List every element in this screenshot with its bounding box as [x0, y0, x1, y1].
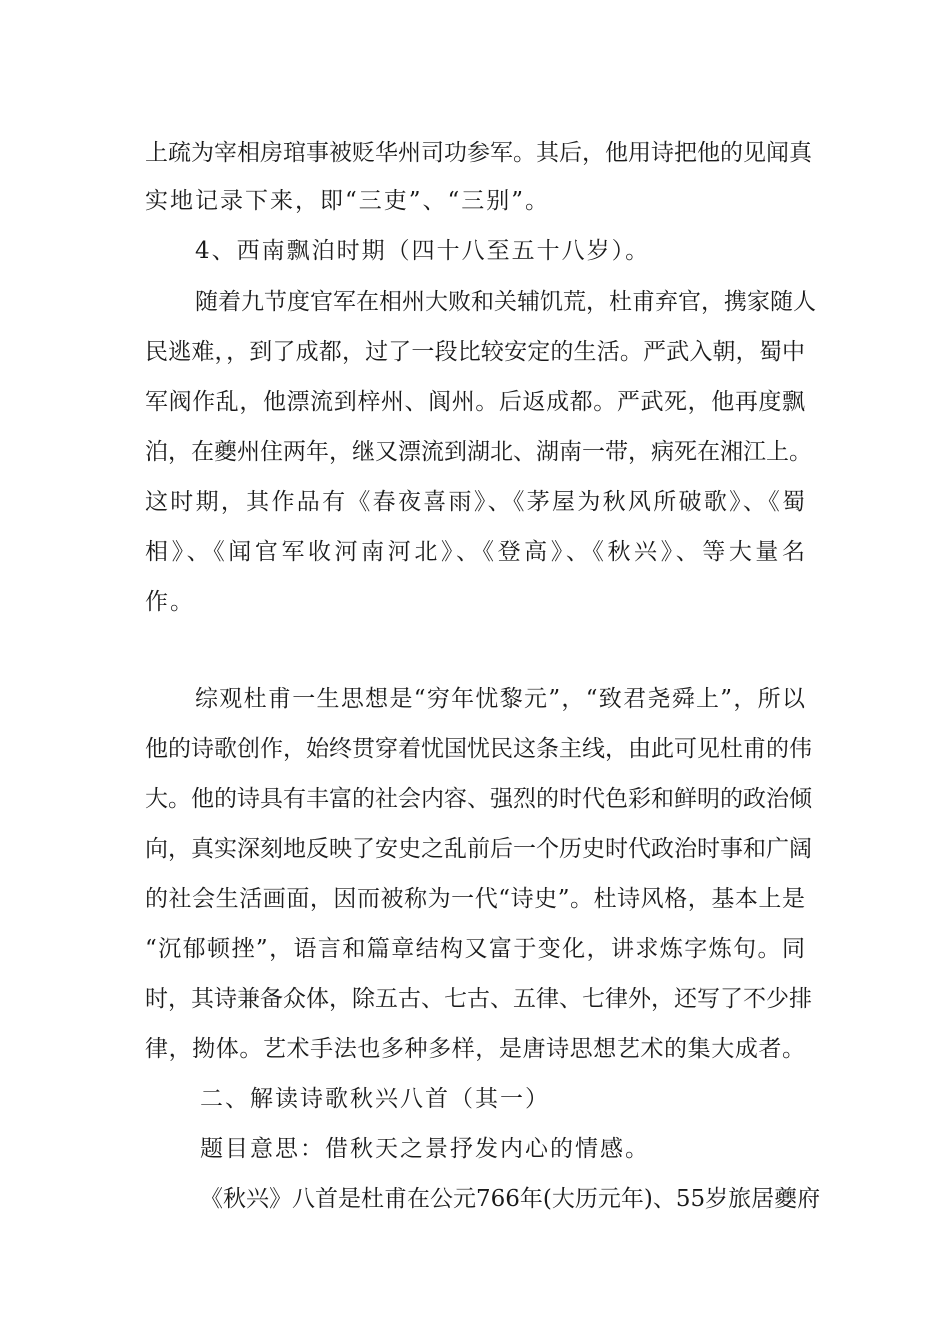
text-line: 这时期，其作品有《春夜喜雨》、《茅屋为秋风所破歌》、《蜀	[145, 489, 805, 515]
text-line: 律，拗体。艺术手法也多种多样，是唐诗思想艺术的集大成者。	[145, 1036, 805, 1062]
text-line: 军阀作乱，他漂流到梓州、阆州。后返成都。严武死，他再度飘	[145, 389, 805, 415]
text-line: 向，真实深刻地反映了安史之乱前后一个历史时代政治时事和广阔	[145, 836, 812, 862]
text-line: 作。	[145, 589, 195, 615]
text-line: 随着九节度官军在相州大败和关辅饥荒，杜甫弃官，携家随人	[195, 289, 816, 315]
text-line: 他的诗歌创作，始终贯穿着忧国忧民这条主线，由此可见杜甫的伟	[145, 736, 812, 762]
text-line: 《秋兴》八首是杜甫在公元766年(大历元年)、55岁旅居夔府	[200, 1186, 821, 1212]
text-line: 泊，在夔州住两年，继又漂流到湖北、湖南一带，病死在湘江上。	[145, 439, 812, 465]
text-line: 的社会生活画面，因而被称为一代“诗史”。杜诗风格，基本上是	[145, 886, 805, 912]
section-heading: 4、西南飘泊时期（四十八至五十八岁）。	[195, 238, 651, 264]
text-line: “沉郁顿挫”，语言和篇章结构又富于变化，讲求炼字炼句。同	[145, 936, 805, 962]
text-line: 实地记录下来，即“三吏”、“三别”。	[145, 188, 551, 214]
section-heading: 二、解读诗歌秋兴八首（其一）	[200, 1086, 550, 1112]
text-line: 综观杜甫一生思想是“穷年忧黎元”，“致君尧舜上”，所以	[195, 686, 805, 712]
text-line: 上疏为宰相房琯事被贬华州司功参军。其后，他用诗把他的见闻真	[145, 140, 812, 166]
text-line: 题目意思：借秋天之景抒发内心的情感。	[200, 1136, 650, 1162]
text-line: 民逃难，，到了成都，过了一段比较安定的生活。严武入朝，蜀中	[145, 339, 805, 365]
text-line: 大。他的诗具有丰富的社会内容、强烈的时代色彩和鲜明的政治倾	[145, 786, 812, 812]
text-line: 时，其诗兼备众体，除五古、七古、五律、七律外，还写了不少排	[145, 986, 812, 1012]
text-line: 相》、《闻官军收河南河北》、《登高》、《秋兴》、等大量名	[145, 539, 805, 565]
